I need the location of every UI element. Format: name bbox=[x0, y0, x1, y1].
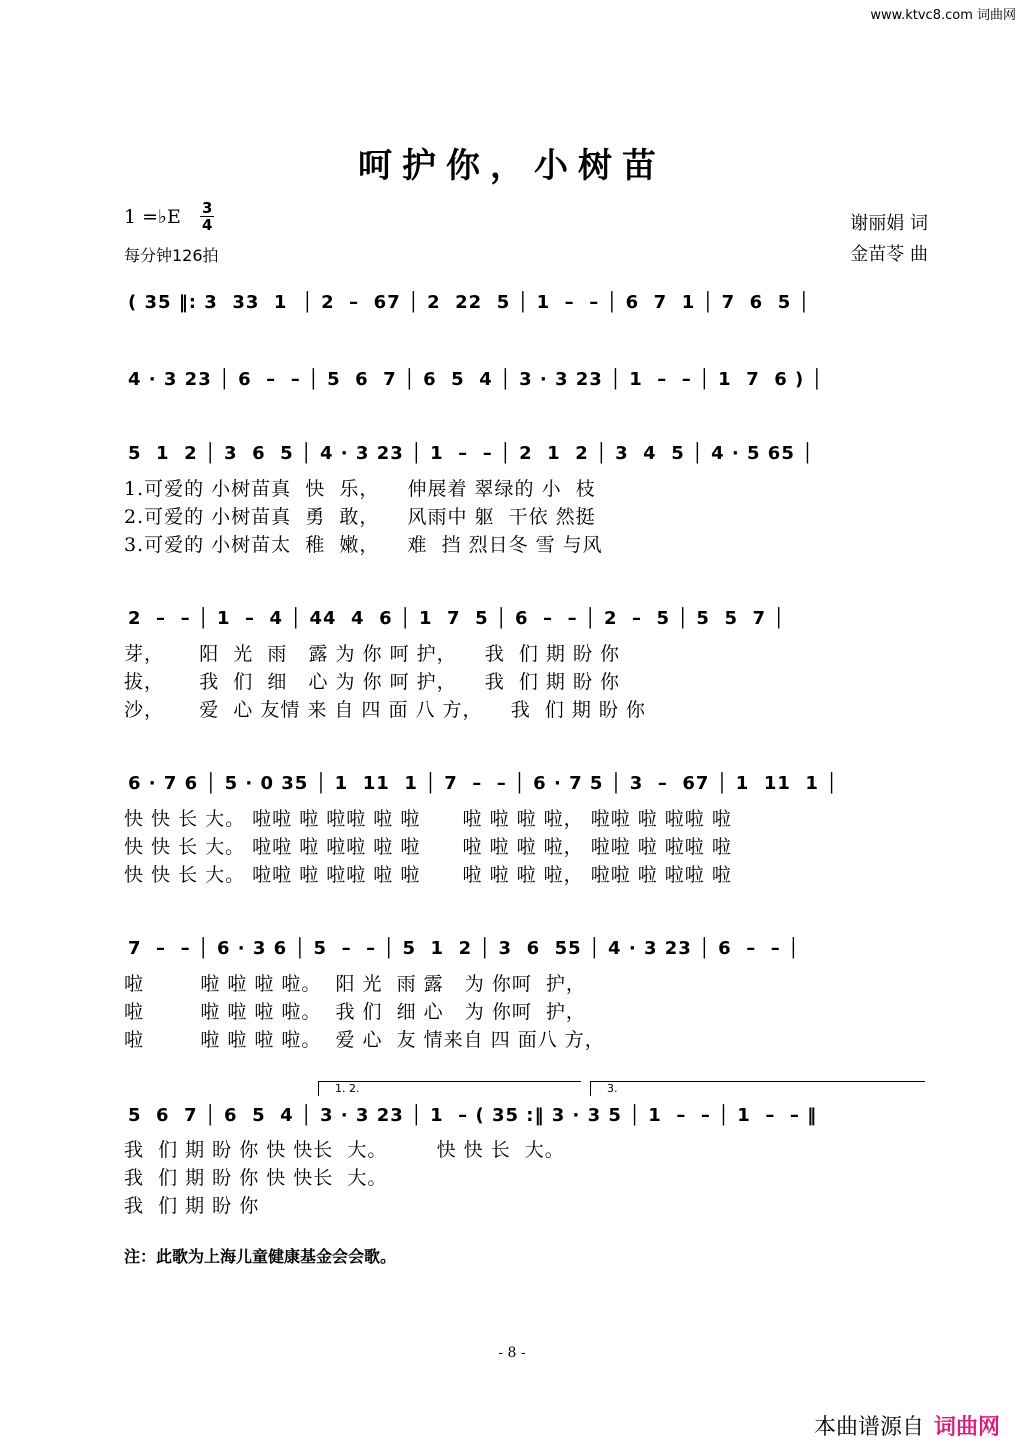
key-signature: 1 =♭E bbox=[124, 206, 181, 228]
lyric-verse-2: 快 快 长 大。 啦啦 啦 啦啦 啦 啦 啦 啦 啦 啦， 啦啦 啦 啦啦 啦 bbox=[124, 836, 732, 858]
time-signature-numerator: 3 bbox=[202, 199, 213, 217]
volta-label: 1. 2. bbox=[335, 1082, 360, 1095]
time-signature bbox=[200, 200, 214, 233]
lyric-verse-3: 3.可爱的 小树苗太 稚 嫩， 难 挡 烈日冬 雪 与风 bbox=[124, 534, 603, 556]
notation-text: 6 · 7 6 │ 5 · 0 35 │ 1 11 1 │ 7 – – │ 6 · 7 5 │ 3 – 67 │ 1 11 1 │ bbox=[128, 773, 839, 794]
volta-label: 3. bbox=[607, 1082, 618, 1095]
lyric-verse-2: 拔， 我 们 细 心 为 你 呵 护， 我 们 期 盼 你 bbox=[124, 671, 620, 693]
notation-text: 5 6 7 │ 6 5 4 │ 3 · 3 23 │ 1 – ( 35 :‖ 3 · 3 5 │ 1 – – │ 1 – – ‖ bbox=[128, 1105, 818, 1126]
composer-credit: 金苗苓 曲 bbox=[850, 244, 928, 265]
song-title: 呵护你，小树苗 bbox=[358, 146, 666, 186]
footer-prefix: 本曲谱源自 bbox=[813, 1415, 924, 1440]
notation-text: 2 – – │ 1 – 4 │ 44 4 6 │ 1 7 5 │ 6 – – │ 2 – 5 │ 5 5 7 │ bbox=[128, 608, 786, 629]
notation-line-2 bbox=[124, 367, 929, 397]
volta-bracket-2 bbox=[590, 1081, 925, 1096]
page-number: - 8 - bbox=[498, 1345, 526, 1361]
notation-line-7 bbox=[124, 1103, 929, 1133]
lyric-verse-2: 啦 啦 啦 啦 啦。 我 们 细 心 为 你呵 护， bbox=[124, 1001, 586, 1023]
notation-line-4 bbox=[124, 606, 929, 636]
volta-bracket-1 bbox=[318, 1081, 581, 1096]
lyric-verse-3: 沙， 爱 心 友情 来 自 四 面 八 方， 我 们 期 盼 你 bbox=[124, 699, 646, 721]
notation-text: ( 35 ‖: 3 33 1 │ 2 – 67 │ 2 22 5 │ 1 – – │ 6 7 1 │ 7 6 5 │ bbox=[128, 292, 811, 313]
footer-site-link[interactable]: 词曲网 bbox=[933, 1415, 1000, 1440]
notation-text: 4 · 3 23 │ 6 – – │ 5 6 7 │ 6 5 4 │ 3 · 3 23 │ 1 – – │ 1 7 6 ) │ bbox=[128, 369, 824, 390]
lyric-verse-1: 1.可爱的 小树苗真 快 乐， 伸展着 翠绿的 小 枝 bbox=[124, 478, 596, 500]
notation-line-5 bbox=[124, 771, 929, 801]
notation-line-1 bbox=[124, 290, 929, 320]
lyric-verse-3: 啦 啦 啦 啦 啦。 爱 心 友 情来自 四 面八 方， bbox=[124, 1029, 605, 1051]
time-signature-denominator: 4 bbox=[202, 216, 213, 234]
lyric-verse-1: 快 快 长 大。 啦啦 啦 啦啦 啦 啦 啦 啦 啦 啦， 啦啦 啦 啦啦 啦 bbox=[124, 808, 732, 830]
lyricist-credit: 谢丽娟 词 bbox=[850, 213, 928, 234]
notation-text: 7 – – │ 6 · 3 6 │ 5 – – │ 5 1 2 │ 3 6 55 │ 4 · 3 23 │ 6 – – │ bbox=[128, 938, 800, 959]
lyric-verse-3: 快 快 长 大。 啦啦 啦 啦啦 啦 啦 啦 啦 啦 啦， 啦啦 啦 啦啦 啦 bbox=[124, 864, 732, 886]
lyric-verse-2: 我 们 期 盼 你 快 快长 大。 bbox=[124, 1167, 388, 1189]
lyric-verse-3: 我 们 期 盼 你 bbox=[124, 1195, 260, 1217]
notation-line-6 bbox=[124, 936, 929, 966]
watermark: www.ktvc8.com 词曲网 bbox=[870, 8, 1016, 23]
lyric-verse-1: 芽， 阳 光 雨 露 为 你 呵 护， 我 们 期 盼 你 bbox=[124, 643, 620, 665]
footnote: 注：此歌为上海儿童健康基金会会歌。 bbox=[124, 1247, 397, 1266]
tempo: 每分钟126拍 bbox=[124, 246, 219, 265]
lyric-verse-1: 啦 啦 啦 啦 啦。 阳 光 雨 露 为 你呵 护， bbox=[124, 973, 586, 995]
lyric-verse-1: 我 们 期 盼 你 快 快长 大。 快 快 长 大。 bbox=[124, 1139, 565, 1161]
source-footer bbox=[814, 1410, 1000, 1441]
lyric-verse-2: 2.可爱的 小树苗真 勇 敢， 风雨中 躯 干依 然挺 bbox=[124, 506, 596, 528]
notation-text: 5 1 2 │ 3 6 5 │ 4 · 3 23 │ 1 – – │ 2 1 2 │ 3 4 5 │ 4 · 5 65 │ bbox=[128, 443, 814, 464]
notation-line-3 bbox=[124, 441, 929, 471]
